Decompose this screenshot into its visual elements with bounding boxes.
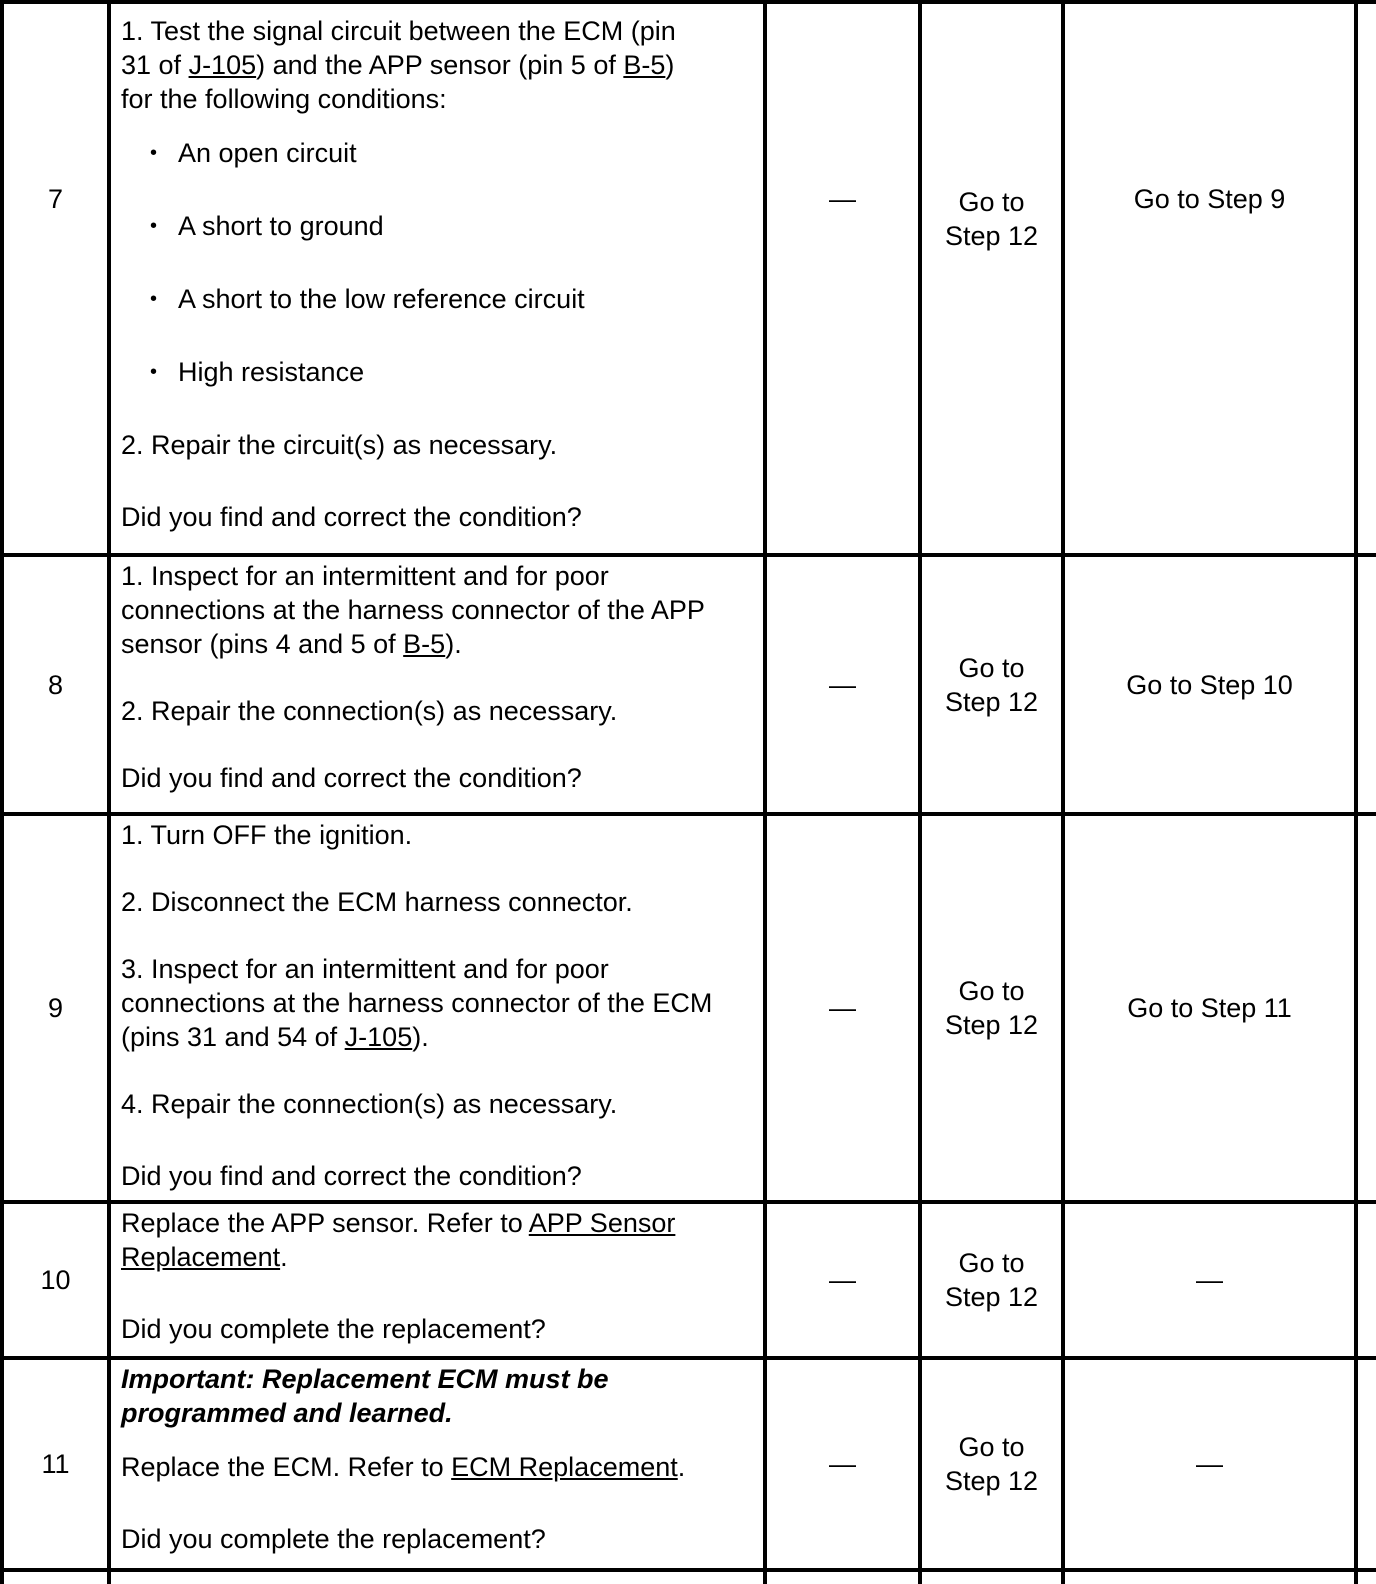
action-cell [111,816,763,1200]
action-text: 1. Inspect for an intermittent and for poor [121,561,609,591]
important-note: Important: Replacement ECM must be [121,1364,609,1394]
action-text: (pins 31 and 54 of J-105). [121,1022,429,1052]
action-text: connections at the harness connector of the ECM [121,988,713,1018]
connector-link-b5[interactable]: B-5 [403,629,446,659]
values-cell: — [829,183,856,214]
condition-list [121,116,755,408]
table-row [0,4,1376,553]
action-text: 3. Inspect for an intermittent and for poor [121,954,609,984]
app-sensor-replacement-link[interactable]: Replacement [121,1242,281,1272]
question-text: Did you complete the replacement? [121,1524,546,1554]
connector-link-j105[interactable]: J-105 [188,50,257,80]
table-row [0,557,1376,812]
no-cell: — [1196,1449,1223,1479]
action-text: 2. Repair the connection(s) as necessary. [121,696,618,726]
step-number: 10 [40,1265,71,1295]
action-text: 31 of J-105) and the APP sensor (pin 5 of B-5) [121,50,675,80]
action-text: 1. Turn OFF the ignition. [121,820,413,850]
step-number: 9 [47,993,64,1023]
yes-action: Go to Step 12 [944,652,1039,717]
question-text: Did you complete the replacement? [121,1314,546,1344]
action-cell [111,557,763,812]
action-text: connections at the harness connector of the APP [121,595,705,625]
list-item: • A short to ground [121,189,755,262]
action-text: Replace the ECM. Refer to ECM Replacement. [121,1452,686,1482]
yes-action: Go to Step 12 [944,186,1039,251]
list-item: • An open circuit [121,116,755,189]
action-text: for the following conditions: [121,84,447,114]
step-number: 11 [41,1449,70,1479]
action-text: 1. Test the signal circuit between the ECM (pin [121,16,676,46]
step-number: 8 [47,669,64,700]
yes-action: Go to Step 12 [944,1248,1039,1312]
yes-cell [922,557,1061,812]
list-item: • A short to the low reference circuit [121,262,755,335]
no-cell: Go to Step 11 [1127,993,1292,1023]
table-row [0,816,1376,1200]
question-text: Did you find and correct the condition? [121,1161,582,1191]
connector-link-j105[interactable]: J-105 [344,1022,413,1052]
action-text: Replacement. [121,1242,288,1272]
question-text: Did you find and correct the condition? [121,763,582,793]
question-text: Did you find and correct the condition? [121,502,582,532]
action-cell [111,1204,763,1356]
values-cell: — [829,1449,856,1479]
values-cell: — [829,669,856,700]
no-cell: Go to Step 9 [1133,183,1286,214]
action-cell [111,1360,763,1568]
yes-cell [922,1360,1061,1568]
list-item: • High resistance [121,335,755,408]
ecm-replacement-link[interactable]: ECM Replacement [451,1452,678,1482]
yes-cell [922,4,1061,433]
app-sensor-replacement-link[interactable]: APP Sensor [528,1208,676,1238]
action-cell [111,4,763,553]
yes-cell [922,1204,1061,1356]
row-divider [0,1568,1376,1572]
table-row [0,1360,1376,1568]
values-cell: — [829,1265,856,1295]
action-text: Replace the APP sensor. Refer to APP Sensor [121,1208,676,1238]
action-text: 2. Disconnect the ECM harness connector. [121,887,633,917]
action-text: 2. Repair the circuit(s) as necessary. [121,430,558,460]
no-cell: — [1196,1265,1223,1295]
yes-cell [922,816,1061,1200]
no-cell: Go to Step 10 [1126,669,1293,700]
yes-action: Go to Step 12 [944,976,1039,1040]
yes-action: Go to Step 12 [944,1432,1039,1496]
step-number: 7 [47,183,64,214]
connector-link-b5[interactable]: B-5 [623,50,666,80]
action-text: sensor (pins 4 and 5 of B-5). [121,629,462,659]
important-note: programmed and learned. [121,1398,453,1428]
action-text: 4. Repair the connection(s) as necessary. [121,1089,618,1119]
table-row [0,1204,1376,1356]
values-cell: — [829,993,856,1023]
